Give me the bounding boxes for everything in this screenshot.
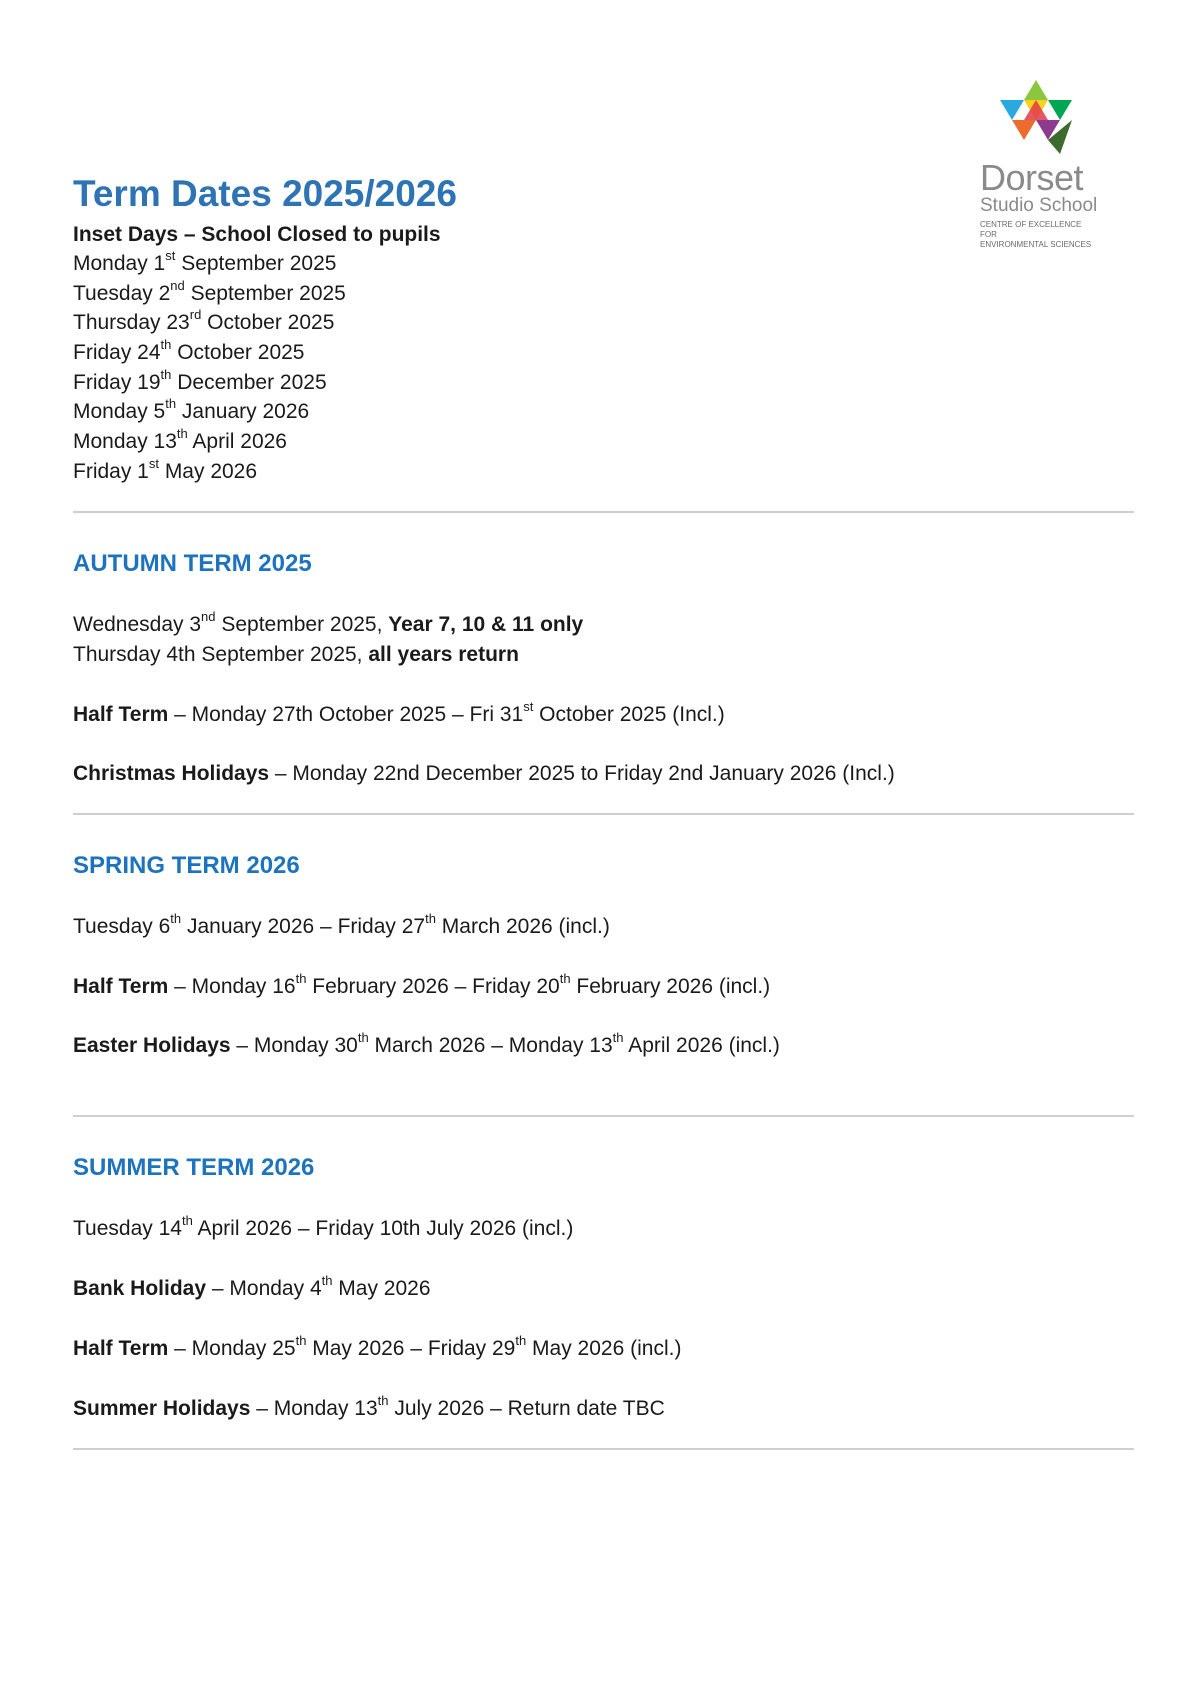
- christmas-holidays: Christmas Holidays – Monday 22nd December 2025 to Friday 2nd January 2026 (Incl.): [73, 762, 895, 785]
- autumn-start-year-7-10-11: Wednesday 3nd September 2025, Year 7, 10 & 11 only: [73, 609, 584, 636]
- logo-subtitle: Studio School: [980, 195, 1098, 216]
- logo-wordmark: Dorset: [980, 157, 1084, 198]
- list-item: Monday 1st September 2025: [73, 248, 337, 275]
- summer-holidays: Summer Holidays – Monday 13th July 2026 – Return date TBC: [73, 1393, 665, 1420]
- summer-term-dates: Tuesday 14th April 2026 – Friday 10th July 2026 (incl.): [73, 1213, 574, 1240]
- autumn-start-all-years: Thursday 4th September 2025, all years return: [73, 643, 519, 666]
- divider: [73, 1115, 1134, 1117]
- list-item: Friday 1st May 2026: [73, 455, 258, 483]
- spring-term-title: SPRING TERM 2026: [73, 852, 300, 879]
- spring-half-term: Half Term – Monday 16th February 2026 – Friday 20th February 2026 (incl.): [73, 971, 771, 998]
- spring-term-dates: Tuesday 6th January 2026 – Friday 27th March 2026 (incl.): [73, 911, 610, 938]
- page-title: Term Dates 2025/2026: [73, 173, 457, 214]
- list-item: Monday 5th January 2026: [73, 396, 310, 424]
- list-item: Friday 24th October 2025: [73, 337, 305, 365]
- easter-holidays: Easter Holidays – Monday 30th March 2026 – Monday 13th April 2026 (incl.): [73, 1030, 780, 1057]
- divider: [73, 1448, 1134, 1450]
- summer-half-term: Half Term – Monday 25th May 2026 – Friday 29th May 2026 (incl.): [73, 1333, 682, 1360]
- list-item: Thursday 23rd October 2025: [73, 307, 335, 335]
- divider: [73, 813, 1134, 815]
- inset-days-list: [73, 249, 346, 487]
- divider: [73, 511, 1134, 513]
- inset-days-heading: Inset Days – School Closed to pupils: [73, 223, 441, 246]
- list-item: Friday 19th December 2025: [73, 366, 327, 394]
- logo-triangles-icon: [1000, 80, 1072, 154]
- bank-holiday: Bank Holiday – Monday 4th May 2026: [73, 1273, 431, 1300]
- list-item: Monday 13th April 2026: [73, 426, 287, 454]
- school-logo: [980, 80, 1100, 250]
- summer-term-title: SUMMER TERM 2026: [73, 1154, 315, 1181]
- logo-tagline: CENTRE OF EXCELLENCE FOR ENVIRONMENTAL SCIENCES: [980, 220, 1092, 249]
- autumn-term-title: AUTUMN TERM 2025: [73, 550, 312, 577]
- list-item: Tuesday 2nd September 2025: [73, 277, 346, 305]
- autumn-half-term: Half Term – Monday 27th October 2025 – Fri 31st October 2025 (Incl.): [73, 699, 725, 726]
